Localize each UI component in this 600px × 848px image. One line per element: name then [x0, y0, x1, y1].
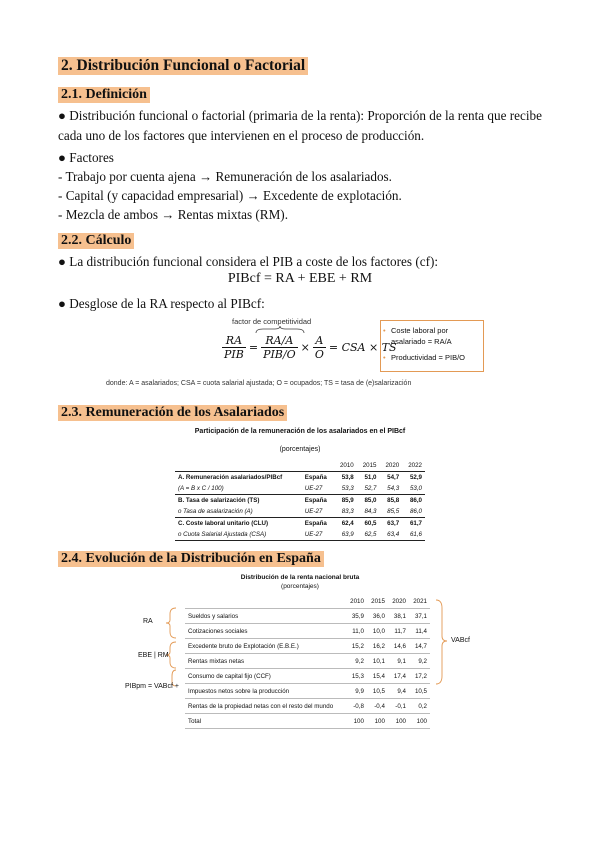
year-header: 2020 — [388, 594, 409, 609]
box-line2: asalariado = RA/A — [391, 337, 452, 346]
cell: 9,4 — [388, 684, 409, 699]
cell: 15,4 — [367, 669, 388, 684]
factor-item: - Mezcla de ambos → Rentas mixtas (RM). — [58, 207, 288, 222]
table-row — [175, 472, 425, 484]
table-row — [175, 506, 425, 518]
cell: 85,8 — [387, 497, 400, 504]
table-row — [175, 529, 425, 541]
row-label: Rentas mixtas netas — [185, 654, 346, 669]
definitions-box: • Coste laboral por asalariado = RA/A • Productividad = PIB/O — [380, 320, 484, 372]
row-geo: España — [304, 520, 327, 527]
row-geo: UE-27 — [304, 508, 323, 515]
table2-title: Distribución de la renta nacional bruta — [240, 574, 360, 581]
cell: 0,2 — [409, 699, 430, 714]
cell: 10,5 — [409, 684, 430, 699]
cell: 52,9 — [409, 474, 422, 481]
mid-denominator: PIB/O — [263, 348, 296, 361]
section-title: 2. Distribución Funcional o Factorial — [58, 57, 308, 75]
cell: 52,7 — [364, 485, 377, 492]
cell: 11,4 — [409, 624, 430, 639]
pib-formula: PIBcf = RA + EBE + RM — [227, 271, 373, 286]
formula-rest: = CSA × TS — [328, 341, 397, 354]
table2-header — [185, 594, 430, 609]
cell: 38,1 — [388, 609, 409, 624]
row-label: Impuestos netos sobre la producción — [185, 684, 346, 699]
table-row — [185, 669, 430, 684]
cell: 86,0 — [409, 508, 422, 515]
calculo-intro: ● La distribución funcional considera el PIB a coste de los factores (cf): — [58, 254, 439, 269]
cell: 11,7 — [388, 624, 409, 639]
definition-text: ● Distribución funcional o factorial (primaria de la renta): Proporción de la renta que recibe cada uno de los factores que intervienen en el proceso de producción. — [58, 108, 542, 143]
table-row — [175, 518, 425, 530]
cell: 100 — [388, 714, 409, 729]
cell: 63,9 — [341, 531, 354, 538]
remuneration-table — [175, 460, 425, 541]
cell: 53,8 — [341, 474, 354, 481]
cell: 54,7 — [387, 474, 400, 481]
cell: 36,0 — [367, 609, 388, 624]
year-header: 2015 — [362, 462, 377, 469]
cell: 85,0 — [364, 497, 377, 504]
lhs-denominator: PIB — [224, 348, 244, 361]
table-row — [185, 714, 430, 729]
factor-item: - Trabajo por cuenta ajena → Remuneración de los asalariados. — [58, 169, 392, 184]
cell: 10,0 — [367, 624, 388, 639]
cell: 100 — [367, 714, 388, 729]
row-label: o Cuota Salarial Ajustada (CSA) — [178, 531, 267, 538]
subsection-title-calculo: 2.2. Cálculo — [58, 233, 134, 249]
row-geo: UE-27 — [304, 485, 323, 492]
cell: 63,4 — [387, 531, 400, 538]
year-header: 2015 — [367, 594, 388, 609]
cell: 85,5 — [387, 508, 400, 515]
r-numerator: A — [313, 334, 326, 348]
cell: -0,4 — [367, 699, 388, 714]
cell: 100 — [409, 714, 430, 729]
r-denominator: O — [314, 348, 324, 361]
cell: 16,2 — [367, 639, 388, 654]
vabcf-label: VABcf — [451, 637, 470, 644]
row-label: B. Tasa de salarización (TS) — [178, 497, 260, 504]
year-header: 2010 — [346, 594, 367, 609]
cell: 62,4 — [341, 520, 354, 527]
cell: 100 — [346, 714, 367, 729]
cell: 86,0 — [409, 497, 422, 504]
cell: 9,2 — [346, 654, 367, 669]
cell: 35,9 — [346, 609, 367, 624]
right-bracket-icon — [432, 598, 452, 688]
subsection-title-definition: 2.1. Definición — [58, 87, 150, 103]
cell: 9,9 — [346, 684, 367, 699]
row-label: o Tasa de asalarización (A) — [178, 508, 253, 515]
cell: 62,5 — [364, 531, 377, 538]
distribution-table — [185, 594, 430, 729]
factors-heading: ● Factores — [58, 150, 114, 165]
table-row — [185, 639, 430, 654]
cell: 10,1 — [367, 654, 388, 669]
table1-subtitle: (porcentajes) — [279, 446, 321, 453]
ebe-rm-label: EBE | RM — [138, 652, 169, 659]
row-label: Sueldos y salarios — [185, 609, 346, 624]
cell: 83,3 — [341, 508, 354, 515]
cell: 53,3 — [341, 485, 354, 492]
cell: -0,8 — [346, 699, 367, 714]
cell: 10,5 — [367, 684, 388, 699]
row-label: Consumo de capital fijo (CCF) — [185, 669, 346, 684]
cell: 14,6 — [388, 639, 409, 654]
brace-icon — [255, 326, 305, 334]
competitiveness-label: factor de competitividad — [232, 317, 312, 326]
table-row — [185, 609, 430, 624]
cell: 61,6 — [409, 531, 422, 538]
year-header: 2010 — [339, 462, 354, 469]
row-label: Excedente bruto de Explotación (E.B.E.) — [185, 639, 346, 654]
cell: 9,1 — [388, 654, 409, 669]
table1-title: Participación de la remuneración de los asalariados en el PIBcf — [194, 428, 406, 435]
row-geo: España — [304, 474, 327, 481]
table-row — [185, 654, 430, 669]
row-geo: España — [304, 497, 327, 504]
formula-note: donde: A = asalariados; CSA = cuota salarial ajustada; O = ocupados; TS = tasa de (e)salarización — [106, 380, 412, 387]
cell: 37,1 — [409, 609, 430, 624]
subsection-title-evolucion: 2.4. Evolución de la Distribución en España — [58, 551, 324, 567]
cell: 15,3 — [346, 669, 367, 684]
row-geo: UE-27 — [304, 531, 323, 538]
row-label: Cotizaciones sociales — [185, 624, 346, 639]
lhs-numerator: RA — [222, 334, 246, 348]
pibpm-label: PIBpm = VABcf + — [125, 683, 179, 690]
row-label: Total — [185, 714, 346, 729]
subsection-title-remuneracion: 2.3. Remuneración de los Asalariados — [58, 405, 287, 421]
cell: 17,4 — [388, 669, 409, 684]
cell: 51,0 — [364, 474, 377, 481]
row-label: Rentas de la propiedad netas con el resto del mundo — [185, 699, 346, 714]
cell: 84,3 — [364, 508, 377, 515]
box-line1: Coste laboral por — [391, 326, 449, 335]
breakdown-text: ● Desglose de la RA respecto al PIBcf: — [58, 296, 265, 311]
factor-item: - Capital (y capacidad empresarial) → Excedente de explotación. — [58, 188, 402, 203]
cell: 17,2 — [409, 669, 430, 684]
cell: 15,2 — [346, 639, 367, 654]
row-label: (A = B x C / 100) — [178, 485, 224, 492]
cell: -0,1 — [388, 699, 409, 714]
year-header: 2021 — [409, 594, 430, 609]
cell: 11,0 — [346, 624, 367, 639]
cell: 54,3 — [387, 485, 400, 492]
row-label: C. Coste laboral unitario (CLU) — [178, 520, 269, 527]
cell: 63,7 — [387, 520, 400, 527]
cell: 9,2 — [409, 654, 430, 669]
table-row — [185, 624, 430, 639]
year-header: 2022 — [408, 462, 422, 469]
ra-label: RA — [143, 618, 153, 625]
ra-formula: $\frac{RA}{\text{PIB}}$ = $\frac{RA/A}{\text{PIB/O}}$ × $\frac{A}{O}$ = CSA × TS — [224, 334, 397, 361]
table2-subtitle: (porcentajes) — [281, 583, 319, 590]
box-line3: Productividad = PIB/O — [391, 353, 465, 362]
table1-header — [175, 460, 425, 472]
cell: 61,7 — [409, 520, 422, 527]
year-header: 2020 — [385, 462, 400, 469]
cell: 85,9 — [341, 497, 354, 504]
mid-numerator: RA/A — [261, 334, 298, 348]
table-row — [175, 483, 425, 495]
cell: 14,7 — [409, 639, 430, 654]
table-row — [185, 684, 430, 699]
cell: 53,0 — [409, 485, 422, 492]
cell: 60,5 — [364, 520, 377, 527]
table-row — [175, 495, 425, 507]
table-row — [185, 699, 430, 714]
row-label: A. Remuneración asalariados/PIBcf — [178, 474, 283, 481]
